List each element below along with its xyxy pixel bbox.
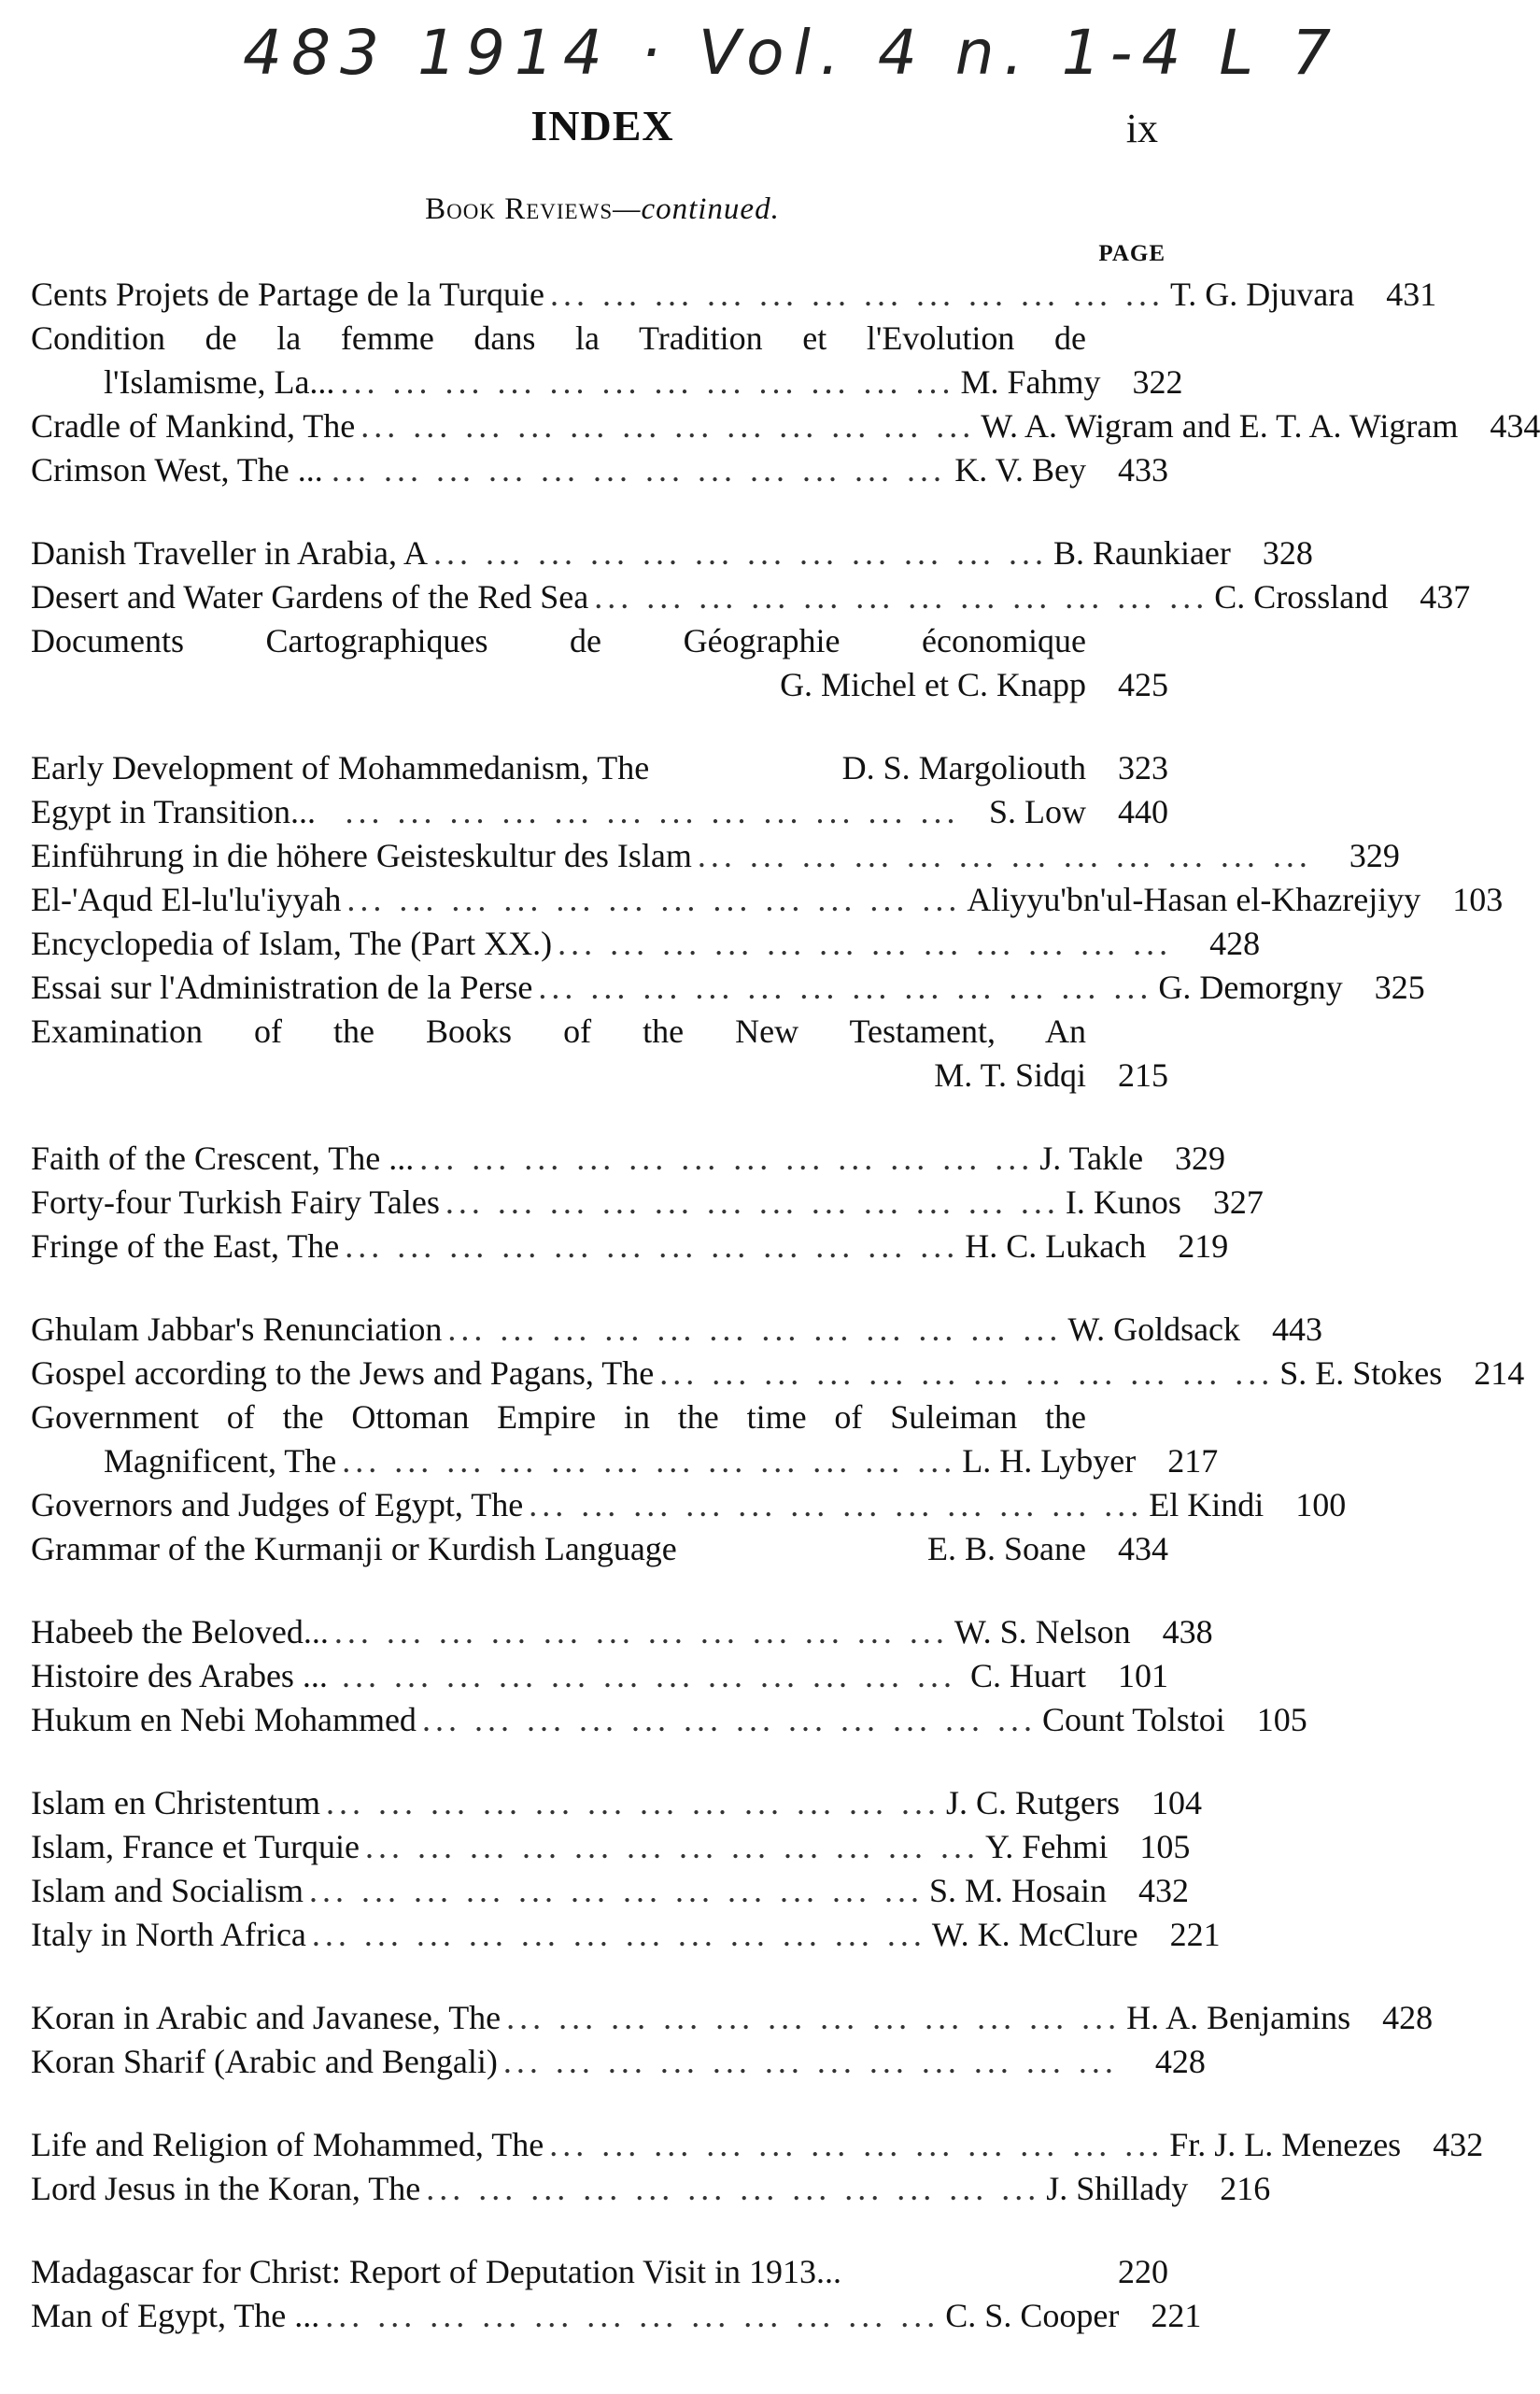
entry-author: W. S. Nelson xyxy=(954,1613,1131,1650)
entry-page: 428 xyxy=(1154,2043,1206,2080)
section-continued: —continued. xyxy=(613,192,780,226)
entry-title: Lord Jesus in the Koran, The xyxy=(31,2170,421,2207)
entry-title: Documents Cartographiques de Géographie économique xyxy=(31,622,1086,659)
index-group xyxy=(31,2125,1484,2213)
index-entry xyxy=(31,533,1313,577)
entry-page: 214 xyxy=(1474,1354,1525,1392)
index-entry xyxy=(31,1656,1168,1700)
index-entry xyxy=(31,836,1400,880)
entry-title: Islam en Christentum xyxy=(31,1784,320,1821)
entry-page: 440 xyxy=(1118,793,1168,830)
leader-dots: ... ... ... ... ... ... ... ... ... ... ... ... xyxy=(594,578,1209,616)
index-entry xyxy=(31,1397,1168,1441)
entry-page: 219 xyxy=(1178,1227,1229,1265)
entry-author: S. M. Hosain xyxy=(928,1872,1107,1909)
entry-author: E. B. Soane xyxy=(927,1530,1086,1567)
entry-author: H. C. Lukach xyxy=(965,1227,1147,1265)
entry-title: Habeeb the Beloved... xyxy=(31,1613,329,1650)
leader-dots: ... ... ... ... ... ... ... ... ... ... ... ... xyxy=(360,407,976,445)
entry-page: 322 xyxy=(1132,363,1183,401)
leader-dots: ... ... ... ... ... ... ... ... ... ... ... ... xyxy=(325,1784,940,1821)
entry-page: 105 xyxy=(1256,1701,1307,1738)
index-entry xyxy=(31,1827,1191,1871)
index-entry xyxy=(31,1441,1219,1485)
entry-author: B. Raunkiaer xyxy=(1053,534,1231,572)
index-entry xyxy=(31,577,1471,621)
entry-author: M. T. Sidqi xyxy=(934,1056,1086,1094)
entry-page: 103 xyxy=(1452,881,1504,918)
index-entry xyxy=(31,1612,1213,1656)
entry-author: J. Takle xyxy=(1039,1140,1144,1177)
entry-title: Koran in Arabic and Javanese, The xyxy=(31,1999,502,2036)
entry-page: 432 xyxy=(1138,1872,1189,1909)
leader-dots: ... ... ... ... ... ... ... ... ... ... ... ... xyxy=(426,2170,1041,2207)
entry-page: 438 xyxy=(1162,1613,1213,1650)
entry-author: W. K. McClure xyxy=(931,1916,1138,1953)
index-entry xyxy=(31,924,1261,968)
entry-title: Faith of the Crescent, The ... xyxy=(31,1140,415,1177)
entry-title: Italy in North Africa xyxy=(31,1916,306,1953)
leader-dots: ... ... ... ... ... ... ... ... ... ... ... ... xyxy=(506,1999,1122,2036)
index-group xyxy=(31,1612,1307,1744)
index-entry xyxy=(31,665,1168,709)
entry-author: M. Fahmy xyxy=(960,363,1101,401)
page-column-header: PAGE xyxy=(1098,241,1166,266)
entry-author: Y. Fehmi xyxy=(984,1828,1109,1865)
entry-author: W. Goldsack xyxy=(1067,1310,1241,1348)
entry-author: K. V. Bey xyxy=(954,451,1086,489)
entry-page: 431 xyxy=(1386,276,1437,313)
entry-page: 329 xyxy=(1175,1140,1226,1177)
entry-page: 104 xyxy=(1151,1784,1202,1821)
entry-author: I. Kunos xyxy=(1065,1183,1181,1221)
entry-title: Fringe of the East, The xyxy=(31,1227,340,1265)
entry-author: G. Demorgny xyxy=(1158,969,1343,1006)
index-entry xyxy=(31,1700,1307,1744)
index-entry xyxy=(31,319,1168,362)
entry-author: S. Low xyxy=(988,793,1086,830)
leader-dots: ... ... ... ... ... ... ... ... ... ... ... ... xyxy=(340,363,955,401)
entry-author: L. H. Lybyer xyxy=(962,1442,1137,1480)
entry-page: 216 xyxy=(1220,2170,1271,2207)
entry-page: 327 xyxy=(1212,1183,1264,1221)
entry-title: Life and Religion of Mohammed, The xyxy=(31,2126,544,2163)
entry-author: J. C. Rutgers xyxy=(945,1784,1120,1821)
index-entry xyxy=(31,1055,1168,1099)
entry-author: Fr. J. L. Menezes xyxy=(1169,2126,1402,2163)
leader-dots: ... ... ... ... ... ... ... ... ... ... ... ... xyxy=(421,1701,1037,1738)
entry-title: Egypt in Transition... xyxy=(31,793,317,830)
entry-title: Governors and Judges of Egypt, The xyxy=(31,1486,524,1523)
entry-page: 428 xyxy=(1382,1999,1434,2036)
entry-page: 432 xyxy=(1433,2126,1484,2163)
entry-title: Madagascar for Christ: Report of Deputation Visit in 1913... xyxy=(31,2253,842,2290)
index-entry xyxy=(31,450,1168,494)
entry-page: 434 xyxy=(1490,407,1540,445)
entry-title: Essai sur l'Administration de la Perse xyxy=(31,969,533,1006)
entry-author: G. Michel et C. Knapp xyxy=(780,666,1086,703)
entry-page: 437 xyxy=(1420,578,1471,616)
index-entry xyxy=(31,2169,1271,2213)
entry-author: El Kindi xyxy=(1149,1486,1264,1523)
leader-dots: ... ... ... ... ... ... ... ... ... ... ... ... xyxy=(419,1140,1035,1177)
entry-page: 101 xyxy=(1118,1657,1168,1694)
index-entry xyxy=(31,1783,1202,1827)
leader-dots: ... ... ... ... ... ... ... ... ... ... ... ... xyxy=(333,1613,949,1650)
entry-author: C. S. Cooper xyxy=(945,2297,1120,2334)
leader-dots: ... ... ... ... ... ... ... ... ... ... ... ... xyxy=(311,1916,926,1953)
entry-title: Islam, France et Turquie xyxy=(31,1828,360,1865)
leader-dots: ... ... ... ... ... ... ... ... ... ... ... ... xyxy=(332,451,947,489)
leader-dots: ... ... ... ... ... ... ... ... ... ... ... ... xyxy=(529,1486,1144,1523)
leader-dots: ... ... ... ... ... ... ... ... ... ... ... ... xyxy=(308,1872,924,1909)
entry-page: 323 xyxy=(1118,749,1168,786)
index-entry xyxy=(31,621,1168,665)
index-entry xyxy=(31,1871,1189,1915)
index-entry xyxy=(31,2252,1168,2296)
entry-author: J. Shillady xyxy=(1046,2170,1189,2207)
entry-title: Condition de la femme dans la Tradition et l'Evolution de xyxy=(31,319,1086,357)
entry-title: Einführung in die höhere Geisteskultur des Islam xyxy=(31,837,692,874)
entry-page: 425 xyxy=(1118,666,1168,703)
handwritten-note: 483 1914 · Vol. 4 n. 1-4 L 7 xyxy=(243,17,1341,89)
leader-dots: ... ... ... ... ... ... ... ... ... ... ... ... xyxy=(445,1183,1060,1221)
entry-title: l'Islamisme, La... xyxy=(104,363,335,401)
index-group xyxy=(31,1998,1434,2086)
leader-dots: ... ... ... ... ... ... ... ... ... ... ... ... xyxy=(558,925,1173,962)
index-entry xyxy=(31,362,1183,406)
leader-dots: ... ... ... ... ... ... ... ... ... ... ... ... xyxy=(341,1657,956,1694)
index-entry xyxy=(31,1183,1264,1226)
entry-page: 428 xyxy=(1209,925,1261,962)
index-entry xyxy=(31,792,1168,836)
index-entry xyxy=(31,1226,1229,1270)
section-heading-text: Book Reviews xyxy=(425,192,614,226)
leader-dots: ... ... ... ... ... ... ... ... ... ... ... ... xyxy=(538,969,1153,1006)
entry-title: Gospel according to the Jews and Pagans, The xyxy=(31,1354,655,1392)
index-entry xyxy=(31,1529,1168,1573)
entry-page: 220 xyxy=(1118,2253,1168,2290)
entry-page: 434 xyxy=(1118,1530,1168,1567)
index-group xyxy=(31,1783,1221,1959)
entry-title: Danish Traveller in Arabia, A xyxy=(31,534,428,572)
index-group xyxy=(31,748,1504,1099)
index-entry xyxy=(31,748,1168,792)
leader-dots: ... ... ... ... ... ... ... ... ... ... ... ... xyxy=(342,1442,957,1480)
entry-title: Examination of the Books of the New Testament, An xyxy=(31,1013,1086,1050)
index-entry xyxy=(31,1485,1347,1529)
entry-author: D. S. Margoliouth xyxy=(841,749,1086,786)
index-entry xyxy=(31,1998,1434,2042)
index-group xyxy=(31,2252,1202,2340)
index-entry xyxy=(31,968,1425,1012)
entry-author: C. Huart xyxy=(970,1657,1086,1694)
entry-title: Encyclopedia of Islam, The (Part XX.) xyxy=(31,925,553,962)
entry-title: Crimson West, The ... xyxy=(31,451,323,489)
entry-page: 221 xyxy=(1169,1916,1221,1953)
entry-title: Grammar of the Kurmanji or Kurdish Language xyxy=(31,1530,677,1567)
index-entry xyxy=(31,2296,1202,2340)
entry-title: Early Development of Mohammedanism, The xyxy=(31,749,650,786)
index-group xyxy=(31,1139,1264,1270)
entry-author: T. G. Djuvara xyxy=(1169,276,1355,313)
index-entry xyxy=(31,406,1540,450)
leader-dots: ... ... ... ... ... ... ... ... ... ... ... ... xyxy=(364,1828,980,1865)
entry-page: 433 xyxy=(1118,451,1168,489)
index-group xyxy=(31,533,1471,709)
index-entry xyxy=(31,1012,1168,1055)
entry-title: Histoire des Arabes ... xyxy=(31,1657,328,1694)
entry-author: C. Crossland xyxy=(1214,578,1389,616)
entry-title: Koran Sharif (Arabic and Bengali) xyxy=(31,2043,498,2080)
entry-title: Islam and Socialism xyxy=(31,1872,304,1909)
entry-author: W. A. Wigram and E. T. A. Wigram xyxy=(981,407,1459,445)
entry-page: 325 xyxy=(1374,969,1425,1006)
page-title: INDEX xyxy=(530,102,674,149)
entry-page: 215 xyxy=(1118,1056,1168,1094)
leader-dots: ... ... ... ... ... ... ... ... ... ... ... ... xyxy=(502,2043,1118,2080)
index-entry xyxy=(31,2125,1484,2169)
entry-title: Government of the Ottoman Empire in the time of Suleiman the xyxy=(31,1398,1086,1436)
entry-page: 443 xyxy=(1272,1310,1323,1348)
entry-title: Magnificent, The xyxy=(104,1442,337,1480)
index-group xyxy=(31,1310,1525,1573)
leader-dots: ... ... ... ... ... ... ... ... ... ... ... ... xyxy=(659,1354,1275,1392)
index-group xyxy=(31,275,1540,494)
entry-title: Cents Projets de Partage de la Turquie xyxy=(31,276,544,313)
index-entry xyxy=(31,1310,1323,1353)
leader-dots: ... ... ... ... ... ... ... ... ... ... ... ... xyxy=(549,276,1165,313)
entry-title: Man of Egypt, The ... xyxy=(31,2297,320,2334)
index-entry xyxy=(31,275,1437,319)
entry-title: Forty-four Turkish Fairy Tales xyxy=(31,1183,440,1221)
leader-dots: ... ... ... ... ... ... ... ... ... ... ... ... xyxy=(697,837,1312,874)
index-entry xyxy=(31,1915,1221,1959)
index-entries xyxy=(31,275,1540,2379)
entry-title: Hukum en Nebi Mohammed xyxy=(31,1701,417,1738)
entry-author: Count Tolstoi xyxy=(1041,1701,1225,1738)
leader-dots: ... ... ... ... ... ... ... ... ... ... ... ... xyxy=(345,1227,960,1265)
entry-title: Desert and Water Gardens of the Red Sea xyxy=(31,578,589,616)
index-entry xyxy=(31,2042,1206,2086)
entry-page: 328 xyxy=(1262,534,1313,572)
index-entry xyxy=(31,880,1504,924)
leader-dots: ... ... ... ... ... ... ... ... ... ... ... ... xyxy=(447,1310,1063,1348)
index-entry xyxy=(31,1139,1226,1183)
entry-title: El-'Aqud El-lu'lu'iyyah xyxy=(31,881,342,918)
entry-author: S. E. Stokes xyxy=(1279,1354,1443,1392)
entry-title: Ghulam Jabbar's Renunciation xyxy=(31,1310,443,1348)
leader-dots: ... ... ... ... ... ... ... ... ... ... ... ... xyxy=(345,793,960,830)
entry-page: 217 xyxy=(1167,1442,1219,1480)
section-heading xyxy=(0,192,1205,227)
entry-page: 100 xyxy=(1295,1486,1347,1523)
entry-page: 221 xyxy=(1151,2297,1202,2334)
leader-dots: ... ... ... ... ... ... ... ... ... ... ... ... xyxy=(325,2297,940,2334)
entry-title: Cradle of Mankind, The xyxy=(31,407,356,445)
leader-dots: ... ... ... ... ... ... ... ... ... ... ... ... xyxy=(346,881,962,918)
leader-dots: ... ... ... ... ... ... ... ... ... ... ... ... xyxy=(432,534,1048,572)
leader-dots: ... ... ... ... ... ... ... ... ... ... ... ... xyxy=(549,2126,1165,2163)
entry-author: Aliyyu'bn'ul-Hasan el-Khazrejiyy xyxy=(967,881,1421,918)
entry-author: H. A. Benjamins xyxy=(1126,1999,1351,2036)
entry-page: 329 xyxy=(1349,837,1400,874)
index-entry xyxy=(31,1353,1525,1397)
page-number: ix xyxy=(1125,106,1158,151)
entry-page: 105 xyxy=(1139,1828,1191,1865)
